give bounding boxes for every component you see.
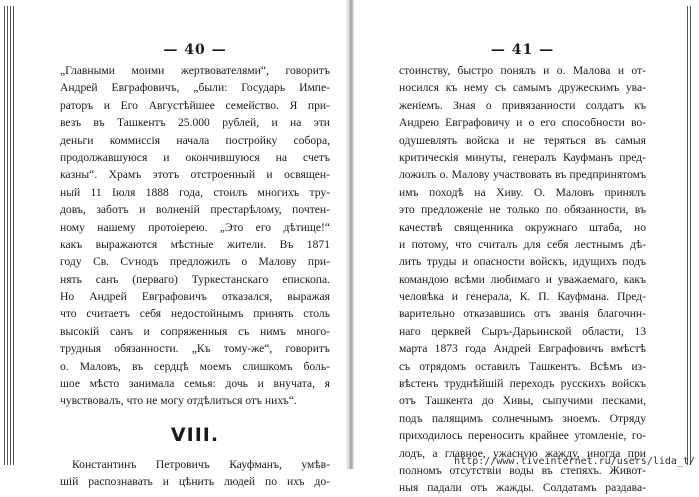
text-line: Но Андрей Евграфовичъ отказался, выражая bbox=[60, 290, 330, 304]
text-line: что считаетъ себя недостойнымъ принять столь bbox=[60, 307, 330, 321]
text-line: лодъ, а главное, ужасную жажду, иногда при bbox=[399, 446, 646, 460]
right-page bbox=[399, 40, 646, 497]
text-line: съ отрядомъ оставилъ Ташкентъ. Всѣмъ из- bbox=[399, 359, 646, 373]
text-line: ному нашему протоіерею. „Это его дѣтище!“ bbox=[60, 220, 330, 234]
text-line: критическія минуты, генералъ Кауфманъ пред- bbox=[399, 150, 646, 164]
text-line: лить труды и опасности войскъ, идущихъ подъ bbox=[399, 255, 646, 269]
text-line: шій распознавать и цѣнить людей по ихъ до- bbox=[60, 475, 330, 489]
book-spine bbox=[346, 0, 354, 469]
page-edge bbox=[4, 6, 5, 465]
text-line: варительно отказавшись отъ званія благочин- bbox=[399, 307, 646, 321]
text-line: ный 11 Іюля 1888 года, стоилъ многихъ тру- bbox=[60, 185, 330, 199]
text-line: Константинъ Петровичъ Кауфманъ, умѣв- bbox=[72, 457, 330, 471]
text-line: довъ, заботъ и волненій престарѣлому, почтен- bbox=[60, 203, 330, 217]
page-edge bbox=[690, 6, 691, 465]
text-line: везъ въ Ташкентъ 25.000 рублей, и на эти bbox=[60, 116, 330, 130]
text-line: „Главными моими жертвователями“, говоритъ bbox=[60, 64, 330, 77]
text-line: приходилось переносить крайнее утомленіе, го- bbox=[399, 429, 646, 443]
text-line: командою всѣми любимаго и уважаемаго, какъ bbox=[399, 272, 646, 286]
text-line: трудныя обязанности. „Къ тому-же“, говоритъ bbox=[60, 342, 330, 356]
page-edge bbox=[10, 6, 11, 465]
text-line: казны“. Храмъ этотъ отстроенный и освящен- bbox=[60, 168, 330, 182]
text-line: продолжавшуюся и окончившуюся на счетъ bbox=[60, 150, 330, 164]
text-line: году Св. Сѵнодъ предложилъ о Малову при- bbox=[60, 255, 330, 269]
text-line: женіемъ. Зная о привязанности солдатъ къ bbox=[399, 98, 646, 112]
text-line: ныя падали отъ жажды. Солдатамъ раздава- bbox=[399, 481, 646, 495]
text-line: наго церквей Сыръ-Дарьинской области, 13 bbox=[399, 324, 646, 338]
watermark-url: http://www.liveinternet.ru/users/lida_t/ bbox=[454, 456, 695, 467]
left-page bbox=[60, 40, 330, 491]
text-block bbox=[60, 62, 330, 410]
text-line: шое мѣсто занимала семья: дочь и внучата, я bbox=[60, 377, 330, 391]
chapter-heading: VIII. bbox=[170, 423, 220, 446]
page-edge bbox=[687, 6, 688, 465]
text-line: полномъ отсутствіи воды въ степяхъ. Живот- bbox=[399, 463, 646, 477]
text-line: имъ походѣ на Хиву. О. Маловъ принялъ bbox=[399, 185, 646, 199]
text-line: качествѣ священника окружнаго штаба, но bbox=[399, 220, 646, 234]
text-line: вѣстенъ труднѣйшій переходъ русскихъ войскъ bbox=[399, 377, 646, 391]
text-block bbox=[399, 62, 646, 497]
text-line: какъ выражаются мѣстные жители. Въ 1871 bbox=[60, 237, 330, 251]
text-line: о. Маловъ, въ сердцѣ моемъ слишкомъ боль- bbox=[60, 359, 330, 373]
page-edge bbox=[7, 6, 8, 465]
text-line: носился къ нему съ самымъ дружескимъ ува- bbox=[399, 81, 646, 95]
page-number: — 41 — bbox=[490, 42, 555, 58]
text-line: это предложеніе не только по обязанности, въ bbox=[399, 203, 646, 217]
text-line: деньги коммиссія начала постройку собора, bbox=[60, 133, 330, 147]
text-line: подъ палящимъ солнечнымъ зноемъ. Отряду bbox=[399, 411, 646, 425]
page-number: — 40 — bbox=[163, 42, 227, 58]
text-line: одушевлять войска и не теряться въ самыя bbox=[399, 133, 646, 147]
text-line: раторъ и Его Августѣйшее семейство. Я при- bbox=[60, 98, 330, 112]
page-edge bbox=[13, 6, 14, 465]
text-line: и потому, что считалъ для себя лестнымъ дѣ- bbox=[399, 237, 646, 251]
text-line: Андрею Евграфовичу и о его способности во- bbox=[399, 116, 646, 130]
text-line: Андрей Евграфовичъ, „были: Государь Импе- bbox=[60, 81, 330, 95]
text-line: ложилъ о. Малову участвовать въ предпринятомъ bbox=[399, 168, 646, 182]
text-line: марта 1873 года Андрей Евграфовичъ вмѣстѣ bbox=[399, 342, 646, 356]
text-line: человѣка и генерала, К. П. Кауфмана. Пред- bbox=[399, 290, 646, 304]
text-block bbox=[60, 456, 330, 491]
text-line: нять санъ (перваго) Туркестанскаго епископа. bbox=[60, 272, 330, 286]
text-line: высокій санъ и сопряженныя съ нимъ много- bbox=[60, 324, 330, 338]
text-line: отъ Ташкента до Хивы, сыпучими песками, bbox=[399, 394, 646, 408]
text-line: чувствовалъ, что не могу отдѣлиться отъ нихъ“. bbox=[60, 394, 297, 408]
text-line: стоинству, быстро понялъ и о. Малова и от- bbox=[399, 64, 646, 77]
